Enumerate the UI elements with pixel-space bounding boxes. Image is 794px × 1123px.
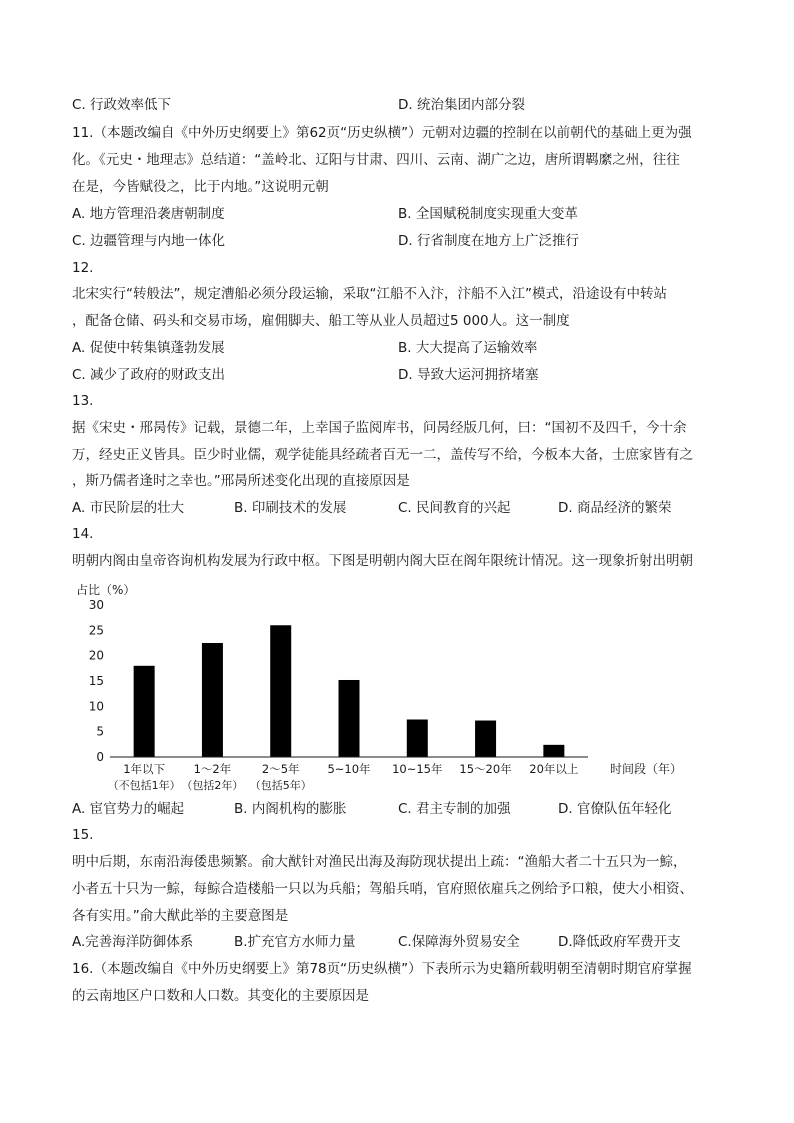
tenure-bar-chart [72,578,692,793]
q13-number: 13. [72,393,94,409]
bar [407,720,428,757]
q13-option-b: B. 印刷技术的发展 [234,500,347,516]
q10-option-d: D. 统治集团内部分裂 [398,97,525,113]
q12-stem-line-1: 北宋实行“转般法”，规定漕船必须分段运输，采取“江船不入汴，汴船不入江”模式，沿途设有中转站 [72,286,667,302]
x-tick-label: 1年以下 [123,762,166,776]
y-tick-label: 10 [88,699,104,714]
q11-option-b: B. 全国赋税制度实现重大变革 [398,206,578,222]
q13-option-c: C. 民间教育的兴起 [398,500,511,516]
q15-option-a: A.完善海洋防御体系 [72,934,194,950]
q16-stem-line-2: 的云南地区户口数和人口数。其变化的主要原因是 [72,988,369,1004]
q15-option-b: B.扩充官方水师力量 [234,934,356,950]
q14-stem-line-1: 明朝内阁由皇帝咨询机构发展为行政中枢。下图是明朝内阁大臣在阁年限统计情况。这一现象折射出明朝 [72,553,693,569]
q16-stem-line-1: 16.（本题改编自《中外历史纲要上》第78页“历史纵横”）下表所示为史籍所载明朝至清朝时期官府掌握 [72,961,692,977]
bar [475,721,496,757]
q14-option-a: A. 宦官势力的崛起 [72,801,185,817]
x-tick-note: （不包括1年） [107,779,181,792]
x-tick-label: 2～5年 [261,762,300,776]
x-tick-label: 5~10年 [327,762,371,776]
x-tick-label: 10~15年 [392,762,443,776]
q13-stem-line-2: 万，经史正义皆具。臣少时业儒，观学徒能具经疏者百无一二，盖传写不给，今板本大备，士庶家皆有之 [72,447,693,463]
q15-option-c: C.保障海外贸易安全 [398,934,520,950]
q12-option-c: C. 减少了政府的财政支出 [72,367,226,383]
x-tick-note: （包括2年） [181,779,244,792]
q15-stem-line-2: 小者五十只为一鯮，每鯮合造楼船一只以为兵船；驾船兵哨，官府照依雇兵之例给予口粮，使大小相资、 [72,881,693,897]
x-tick-label: 1～2年 [193,762,232,776]
q12-option-a: A. 促使中转集镇蓬勃发展 [72,340,225,356]
q12-number: 12. [72,260,94,276]
q11-stem-line-1: 11.（本题改编自《中外历史纲要上》第62页“历史纵横”）元朝对边疆的控制在以前朝代的基础上更为强 [72,125,692,141]
y-tick-label: 15 [88,674,104,688]
q15-stem-line-3: 各有实用。”俞大猷此举的主要意图是 [72,908,289,924]
q15-number: 15. [72,827,94,843]
y-tick-label: 5 [96,724,104,739]
y-tick-label: 25 [88,623,104,638]
q11-stem-line-2: 化。《元史・地理志》总结道：“盖岭北、辽阳与甘肃、四川、云南、湖广之边，唐所谓羁縻之州，往往 [72,152,680,168]
q13-option-a: A. 市民阶层的壮大 [72,500,185,516]
q10-option-c: C. 行政效率低下 [72,97,172,113]
x-tick-note: （包括5年） [249,779,312,792]
q15-option-d: D.降低政府军费开支 [558,934,681,950]
x-tick-label: 15～20年 [459,762,512,776]
q13-stem-line-3: ，斯乃儒者逢时之幸也。”邢昺所述变化出现的直接原因是 [72,473,410,489]
y-tick-label: 0 [96,750,104,764]
q11-stem-line-3: 在是，今皆赋役之，比于内地。”这说明元朝 [72,179,329,195]
q13-stem-line-1: 据《宋史・邢昺传》记载，景德二年，上幸国子监阅库书，问昺经版几何，曰：“国初不及四千，今十余 [72,420,687,436]
q12-stem-line-2: ，配备仓储、码头和交易市场，雇佣脚夫、船工等从业人员超过5 000人。这一制度 [72,313,570,329]
y-axis-label: 占比（%） [76,583,136,597]
bar [134,666,155,757]
q13-option-d: D. 商品经济的繁荣 [558,500,672,516]
y-tick-label: 20 [88,648,104,663]
q15-stem-line-1: 明中后期，东南沿海倭患频繁。俞大猷针对渔民出海及海防现状提出上疏：“渔船大者二十五只为一鯮， [72,854,687,870]
q14-option-d: D. 官僚队伍年轻化 [558,801,672,817]
q12-option-b: B. 大大提高了运输效率 [398,340,538,356]
q11-option-a: A. 地方管理沿袭唐朝制度 [72,206,225,222]
q14-number: 14. [72,526,94,542]
q11-option-d: D. 行省制度在地方上广泛推行 [398,233,579,249]
x-tick-label: 20年以上 [529,762,579,776]
bar [543,745,564,757]
y-tick-label: 30 [88,598,104,612]
q12-option-d: D. 导致大运河拥挤堵塞 [398,367,539,383]
q14-option-b: B. 内阁机构的膨胀 [234,801,347,817]
q14-option-c: C. 君主专制的加强 [398,801,511,817]
x-axis-label: 时间段（年） [610,762,683,776]
bar [270,625,291,757]
bar [202,643,223,757]
bar [339,680,360,757]
q11-option-c: C. 边疆管理与内地一体化 [72,233,226,249]
